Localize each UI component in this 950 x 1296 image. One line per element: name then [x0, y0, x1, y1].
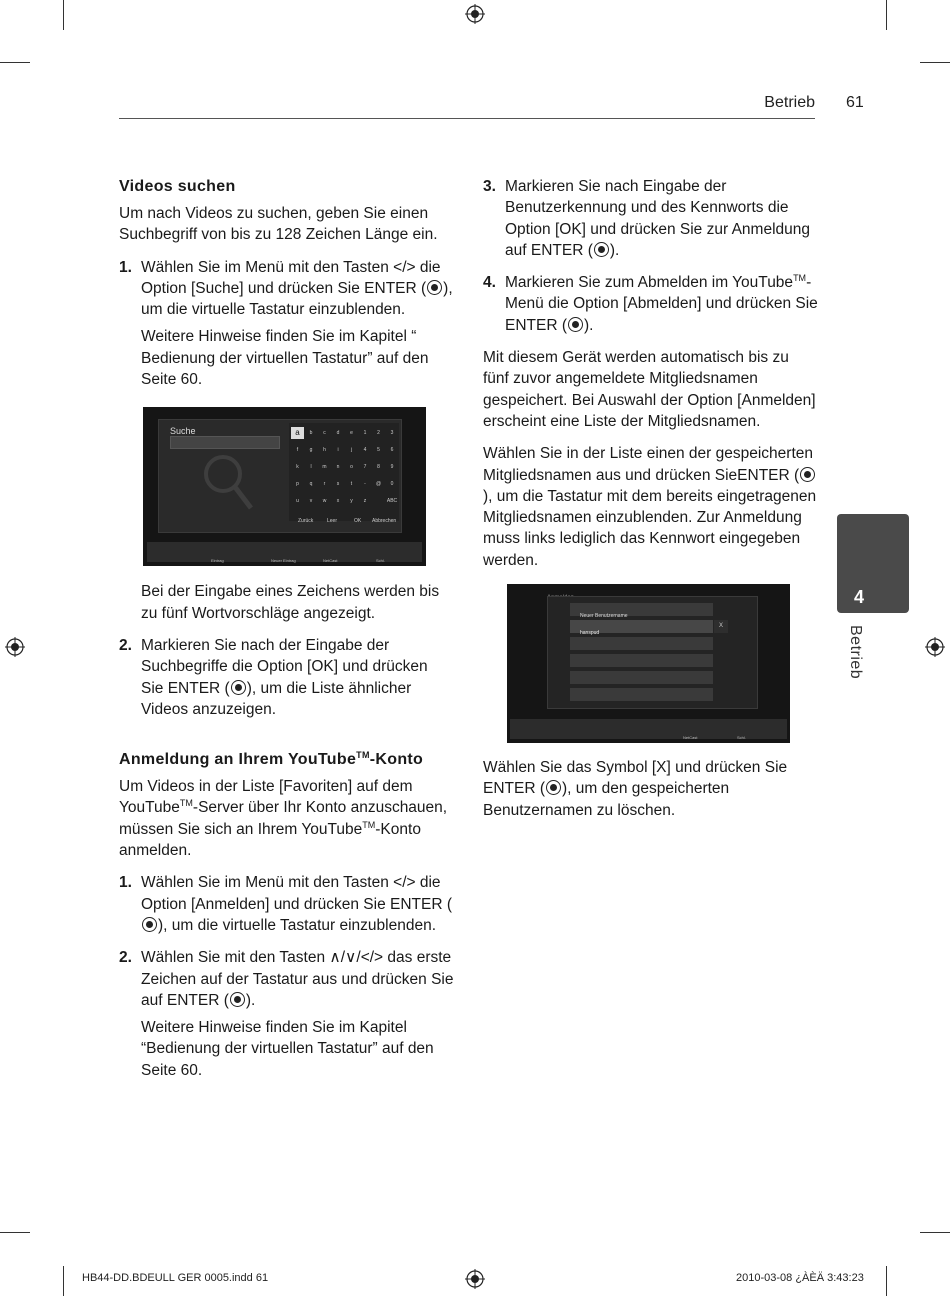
keyboard-key[interactable]: j: [350, 447, 353, 454]
numbered-step: [119, 257, 454, 624]
step-number: 1.: [119, 874, 132, 892]
trademark: TM: [179, 798, 193, 809]
bar-item: Eintrag: [211, 558, 224, 564]
step-text: [141, 872, 454, 936]
crop-mark: [886, 0, 887, 30]
text-span: ), um die Tastatur mit dem bereits eingetragenen Mitgliedsnamen einzublenden. Zur Anmeldung muss links lediglich das Kennwort eingegeben werden.: [483, 487, 817, 569]
text-span: ).: [245, 991, 256, 1009]
keyboard-key[interactable]: l: [310, 464, 312, 471]
enter-button-icon: [594, 242, 609, 257]
trademark: TM: [362, 819, 376, 830]
enter-button-icon: [800, 467, 815, 482]
keyboard-key[interactable]: z: [363, 498, 367, 505]
numbered-step: [119, 947, 454, 1081]
keyboard-key[interactable]: b: [309, 430, 313, 437]
keyboard-key[interactable]: 5: [377, 447, 380, 454]
page-number: 61: [846, 94, 864, 111]
crop-mark: [920, 62, 950, 63]
crop-mark: [63, 0, 64, 30]
trademark: TM: [793, 273, 807, 284]
keyboard-key[interactable]: k: [296, 464, 299, 471]
keyboard-key[interactable]: g: [309, 447, 313, 454]
keyboard-key[interactable]: -: [364, 481, 366, 488]
numbered-step: [483, 272, 818, 336]
keyboard-key[interactable]: d: [336, 430, 340, 437]
text-span: Markieren Sie nach Eingabe der Benutzerkennung und des Kennworts die Option [OK] und drücken Sie zur Anmeldung auf ENTER (: [505, 178, 811, 259]
bar-item: Schl.: [737, 735, 746, 741]
bar-item: NetCast: [323, 558, 338, 564]
step-note: Weitere Hinweise finden Sie im Kapitel “ Bedienung der virtuellen Tastatur” auf den Seite 60.: [141, 328, 429, 389]
step-number: 4.: [483, 274, 496, 292]
text-span: ), um den gespeicherten Benutzernamen zu löschen.: [483, 780, 730, 819]
text-span: Wählen Sie im Menü mit den Tasten </> die Option [Suche] und drücken Sie ENTER (: [141, 258, 441, 297]
keyboard-ok-button[interactable]: OK: [354, 518, 362, 525]
enter-button-icon: [231, 680, 246, 695]
header-divider: [119, 118, 815, 119]
right-column: [483, 176, 818, 832]
step-note: Bei der Eingabe eines Zeichens werden bis zu fünf Wortvorschläge angezeigt.: [141, 583, 440, 622]
text-span: Wählen Sie mit den Tasten ∧/∨/</> das erste Zeichen auf der Tastatur aus und drücken Sie auf ENTER (: [141, 949, 454, 1009]
bar-item: Neuer Eintrag: [271, 558, 296, 564]
keyboard-key[interactable]: o: [350, 464, 353, 471]
chapter-tab-number: 4: [853, 587, 864, 607]
left-column: [119, 176, 454, 1092]
keyboard-key[interactable]: [372, 495, 385, 507]
paragraph: [483, 443, 818, 571]
virtual-keyboard: [289, 423, 399, 521]
step-number: 3.: [483, 178, 496, 195]
list-row-empty: [570, 688, 713, 701]
numbered-step: [483, 176, 818, 261]
enter-button-icon: [230, 992, 245, 1007]
text-span: -Konto anmelden.: [119, 820, 421, 860]
text-span: Wählen Sie im Menü mit den Tasten </> die Option [Anmelden] und drücken Sie ENTER (: [141, 874, 453, 913]
paragraph: [483, 757, 818, 821]
keyboard-back-button[interactable]: Zurück: [298, 518, 314, 525]
text-span: Um Videos in der Liste [Favoriten] auf dem YouTube: [119, 778, 413, 817]
text-span: Markieren Sie nach der Eingabe der Suchbegriffe die Option [OK] und drücken Sie ENTER (: [141, 636, 428, 697]
bar-item: Schl.: [376, 558, 385, 564]
keyboard-key[interactable]: h: [323, 447, 326, 454]
keyboard-key[interactable]: p: [296, 481, 299, 488]
keyboard-key[interactable]: r: [323, 481, 326, 488]
keyboard-key[interactable]: 8: [377, 464, 380, 471]
list-row-label: hanspud: [580, 630, 600, 637]
enter-button-icon: [568, 317, 583, 332]
text-span: -Menü die Option [Abmelden] und drücken Sie ENTER (: [505, 274, 818, 334]
crop-mark: [0, 1232, 30, 1233]
keyboard-key[interactable]: 0: [390, 481, 394, 488]
header-section-title: Betrieb: [764, 94, 815, 111]
text-span: ), um die virtuelle Tastatur einzublenden.: [158, 916, 437, 934]
bar-item: NetCast: [683, 735, 698, 741]
registration-mark-icon: [465, 1269, 485, 1289]
keyboard-key[interactable]: x: [336, 498, 340, 505]
keyboard-key[interactable]: 1: [363, 430, 367, 437]
enter-button-icon: [427, 280, 442, 295]
step-number: 1.: [119, 258, 132, 276]
keyboard-key[interactable]: u: [296, 498, 299, 505]
paragraph: [119, 776, 454, 861]
text-span: -Konto: [369, 751, 424, 769]
section-heading-videos-suchen: Videos suchen: [119, 178, 236, 195]
keyboard-key[interactable]: s: [336, 481, 340, 488]
step-number: 2.: [119, 949, 132, 967]
keyboard-key[interactable]: q: [309, 481, 313, 488]
keyboard-key[interactable]: e: [350, 430, 353, 437]
list-row-label: Neuer Benutzername: [580, 613, 628, 620]
keyboard-key[interactable]: t: [350, 481, 353, 488]
text-span: ), um die Liste ähnlicher Videos anzuzeigen.: [141, 679, 412, 718]
keyboard-key[interactable]: c: [323, 430, 326, 437]
step-text: [505, 272, 818, 336]
magnifier-icon: [201, 452, 257, 512]
keyboard-clear-button[interactable]: Leer: [327, 518, 338, 525]
chapter-tab-label: Betrieb: [847, 625, 864, 680]
keyboard-key[interactable]: v: [309, 498, 313, 505]
login-screenshot: [507, 584, 790, 743]
step-note: Weitere Hinweise finden Sie im Kapitel “Bedienung der virtuellen Tastatur” auf den Seite 60.: [141, 1019, 434, 1079]
crop-mark: [920, 1232, 950, 1233]
paragraph: Mit diesem Gerät werden automatisch bis zu fünf zuvor angemeldete Mitgliedsnamen gespeichert. Bei Auswahl der Option [Anmelden] erscheint eine Liste der Mitgliedsnamen.: [483, 349, 816, 430]
keyboard-key[interactable]: 2: [377, 430, 380, 437]
text-span: ), um die virtuelle Tastatur einzublenden.: [141, 279, 453, 319]
keyboard-key[interactable]: ABC: [386, 498, 398, 505]
registration-mark-icon: [925, 637, 945, 657]
registration-mark-icon: [465, 4, 485, 24]
search-input-field: [170, 436, 280, 449]
delete-x-button[interactable]: X: [714, 620, 728, 633]
crop-mark: [0, 62, 30, 63]
text-span: Wählen Sie in der Liste einen der gespeicherten Mitgliedsnamen aus und drücken SieENTER (: [483, 445, 814, 484]
search-screen-title: Suche: [170, 426, 196, 437]
footer-file-info: HB44-DD.BDEULL GER 0005.indd 61: [82, 1272, 269, 1284]
keyboard-key[interactable]: 9: [390, 464, 394, 471]
crop-mark: [886, 1266, 887, 1296]
text-span: ).: [584, 316, 594, 334]
paragraph: Um nach Videos zu suchen, geben Sie einen Suchbegriff von bis zu 128 Zeichen Länge ein.: [119, 205, 438, 244]
list-row-empty: [570, 654, 713, 667]
keyboard-key[interactable]: n: [336, 464, 340, 471]
step-text: [141, 947, 454, 1011]
keyboard-key[interactable]: m: [322, 464, 327, 471]
footer-timestamp: 2010-03-08 ¿ÀÈÄ 3:43:23: [736, 1272, 864, 1284]
search-screenshot: [143, 407, 426, 566]
text-span: ).: [609, 241, 620, 259]
enter-button-icon: [142, 917, 157, 932]
step-text: [505, 176, 818, 261]
keyboard-key[interactable]: y: [350, 498, 353, 505]
keyboard-key[interactable]: @: [375, 481, 382, 488]
numbered-step: [119, 872, 454, 936]
section-heading-anmeldung: [119, 749, 454, 771]
crop-mark: [63, 1266, 64, 1296]
step-number: 2.: [119, 636, 132, 654]
keyboard-key[interactable]: w: [322, 498, 327, 505]
keyboard-key[interactable]: 3: [390, 430, 394, 437]
text-span: -Server über Ihr Konto anzuschauen, müssen Sie sich an Ihrem YouTube: [119, 799, 448, 838]
step-text: [141, 635, 454, 720]
keyboard-key[interactable]: 6: [390, 447, 394, 454]
keyboard-key[interactable]: i: [337, 447, 339, 454]
registration-mark-icon: [5, 637, 25, 657]
text-span: Markieren Sie zum Abmelden im YouTube: [505, 274, 794, 292]
trademark: TM: [356, 750, 370, 761]
list-row-empty: [570, 671, 713, 684]
keyboard-key[interactable]: a: [291, 427, 304, 439]
keyboard-cancel-button[interactable]: Abbrechen: [372, 518, 397, 525]
text-span: Wählen Sie das Symbol [X] und drücken Sie ENTER (: [483, 759, 788, 798]
list-row-empty: [570, 637, 713, 650]
enter-button-icon: [546, 780, 561, 795]
text-span: Anmeldung an Ihrem YouTube: [119, 751, 357, 769]
numbered-step: [119, 635, 454, 720]
step-text: [141, 257, 454, 321]
keyboard-key[interactable]: 7: [363, 464, 367, 471]
keyboard-key[interactable]: f: [296, 447, 299, 454]
keyboard-key[interactable]: 4: [363, 447, 367, 454]
